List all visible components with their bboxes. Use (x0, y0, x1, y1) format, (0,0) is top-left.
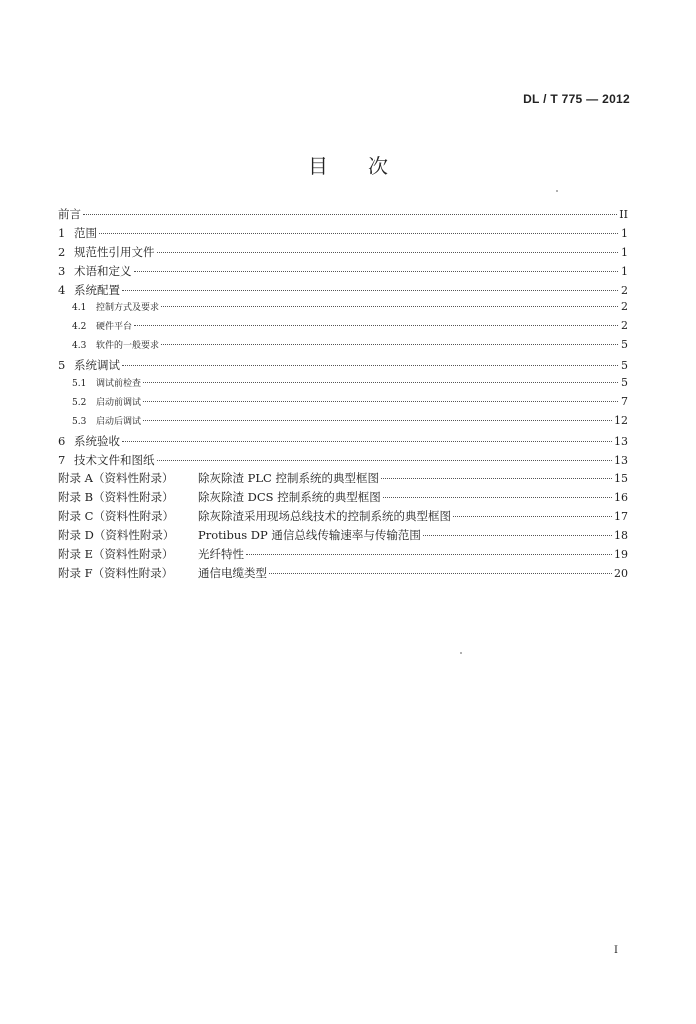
toc-entry-label: 控制方式及要求 (96, 303, 160, 314)
appendix-prefix: 附录 C（资料性附录） (58, 509, 174, 524)
appendix-prefix: 附录 A（资料性附录） (58, 471, 174, 486)
toc-entry-preface[interactable] (58, 206, 628, 225)
dot-leader (143, 420, 612, 421)
toc-entry-page: 7 (621, 394, 628, 408)
toc-entry-page: 2 (621, 283, 628, 297)
toc-appendix-entry[interactable] (58, 508, 628, 527)
dot-leader (453, 516, 612, 517)
table-of-contents (58, 206, 628, 584)
toc-entry[interactable] (58, 244, 628, 263)
toc-entry-number: 6 (58, 433, 66, 448)
page-title: 目次 (308, 154, 428, 178)
dot-leader (161, 344, 618, 345)
dot-leader (143, 401, 618, 402)
toc-entry-label: 规范性引用文件 (74, 244, 155, 259)
toc-entry-page: 5 (621, 359, 628, 373)
toc-entry-page: 1 (621, 264, 628, 278)
dot-leader (122, 290, 618, 291)
dot-leader (423, 535, 612, 536)
scan-speck (460, 652, 462, 654)
toc-entry-page: 13 (614, 434, 628, 448)
toc-entry[interactable] (58, 282, 628, 301)
toc-entry-number: 7 (58, 452, 66, 467)
toc-entry-page: 20 (614, 566, 628, 580)
toc-entry-number: 4 (58, 282, 66, 297)
appendix-prefix: 附录 E（资料性附录） (58, 547, 174, 562)
toc-entry[interactable] (58, 452, 628, 471)
dot-leader (122, 365, 618, 366)
toc-entry-label: 光纤特性 (198, 547, 244, 562)
dot-leader (157, 460, 613, 461)
toc-entry-label: 系统验收 (74, 433, 120, 448)
dot-leader (143, 382, 618, 383)
dot-leader (381, 478, 612, 479)
toc-appendix-entry[interactable] (58, 527, 628, 546)
toc-entry[interactable] (58, 225, 628, 244)
toc-entry-label: 术语和定义 (74, 263, 132, 278)
toc-entry-page: 2 (621, 300, 628, 314)
dot-leader (269, 573, 612, 574)
toc-entry-number: 5.3 (72, 416, 87, 427)
toc-entry-page: 17 (614, 510, 628, 524)
toc-entry-label: 除灰除渣 PLC 控制系统的典型框图 (198, 471, 379, 486)
page-number: I (614, 945, 618, 956)
dot-leader (246, 554, 612, 555)
toc-entry-page: 12 (614, 413, 628, 427)
document-code: DL / T 775 — 2012 (523, 92, 630, 106)
toc-entry-label: 硬件平台 (96, 322, 133, 333)
dot-leader (161, 306, 618, 307)
toc-subentry[interactable] (58, 300, 628, 319)
dot-leader (383, 497, 612, 498)
toc-entry-number: 4.3 (72, 341, 87, 352)
toc-appendix-entry[interactable] (58, 489, 628, 508)
toc-subentry[interactable] (58, 319, 628, 338)
toc-entry-page: 5 (621, 338, 628, 352)
toc-entry-label: 除灰除渣 DCS 控制系统的典型框图 (198, 490, 381, 505)
toc-entry-page: 18 (614, 529, 628, 543)
scan-speck (556, 190, 558, 192)
toc-entry-page: 5 (621, 376, 628, 390)
dot-leader (157, 252, 619, 253)
toc-entry[interactable] (58, 357, 628, 376)
toc-entry-number: 4.2 (72, 322, 87, 333)
toc-entry-number: 4.1 (72, 303, 87, 314)
toc-subentry[interactable] (58, 395, 628, 414)
toc-subentry[interactable] (58, 414, 628, 433)
toc-entry-label: 系统配置 (74, 282, 120, 297)
toc-appendix-entry[interactable] (58, 565, 628, 584)
toc-appendix-entry[interactable] (58, 470, 628, 489)
toc-entry-number: 2 (58, 244, 66, 259)
dot-leader (83, 214, 617, 215)
toc-entry-label: 系统调试 (74, 358, 120, 373)
toc-entry-number: 5 (58, 358, 66, 373)
toc-entry-label: 范围 (74, 225, 97, 240)
toc-entry-number: 5.1 (72, 379, 87, 390)
dot-leader (134, 325, 618, 326)
toc-entry-label: Protibus DP 通信总线传输速率与传输范围 (198, 528, 421, 543)
toc-entry[interactable] (58, 263, 628, 282)
appendix-prefix: 附录 B（资料性附录） (58, 490, 174, 505)
appendix-prefix: 附录 F（资料性附录） (58, 565, 174, 580)
dot-leader (134, 271, 619, 272)
toc-entry-page: 1 (621, 226, 628, 240)
toc-entry-number: 5.2 (72, 397, 87, 408)
toc-entry-page: 1 (621, 245, 628, 259)
toc-entry-page: 2 (621, 319, 628, 333)
toc-entry-page: 19 (614, 548, 628, 562)
toc-entry-label: 通信电缆类型 (198, 565, 267, 580)
toc-entry-page: 15 (614, 472, 628, 486)
toc-entry-page: II (619, 208, 628, 221)
toc-entry-label: 技术文件和图纸 (74, 452, 155, 467)
dot-leader (99, 233, 618, 234)
toc-subentry[interactable] (58, 338, 628, 357)
toc-subentry[interactable] (58, 376, 628, 395)
toc-entry-label: 除灰除渣采用现场总线技术的控制系统的典型框图 (198, 509, 451, 524)
toc-entry-number: 1 (58, 225, 66, 240)
toc-entry-label: 启动后调试 (96, 416, 142, 427)
toc-entry-number: 3 (58, 263, 66, 278)
toc-entry-label: 软件的一般要求 (96, 341, 160, 352)
toc-appendix-entry[interactable] (58, 546, 628, 565)
toc-entry-label: 调试前检查 (96, 379, 142, 390)
toc-entry-label: 前言 (58, 207, 81, 221)
toc-entry-page: 16 (614, 491, 628, 505)
toc-entry-label: 启动前调试 (96, 397, 142, 408)
dot-leader (122, 441, 612, 442)
appendix-prefix: 附录 D（资料性附录） (58, 528, 175, 543)
toc-entry[interactable] (58, 433, 628, 452)
toc-entry-page: 13 (614, 453, 628, 467)
